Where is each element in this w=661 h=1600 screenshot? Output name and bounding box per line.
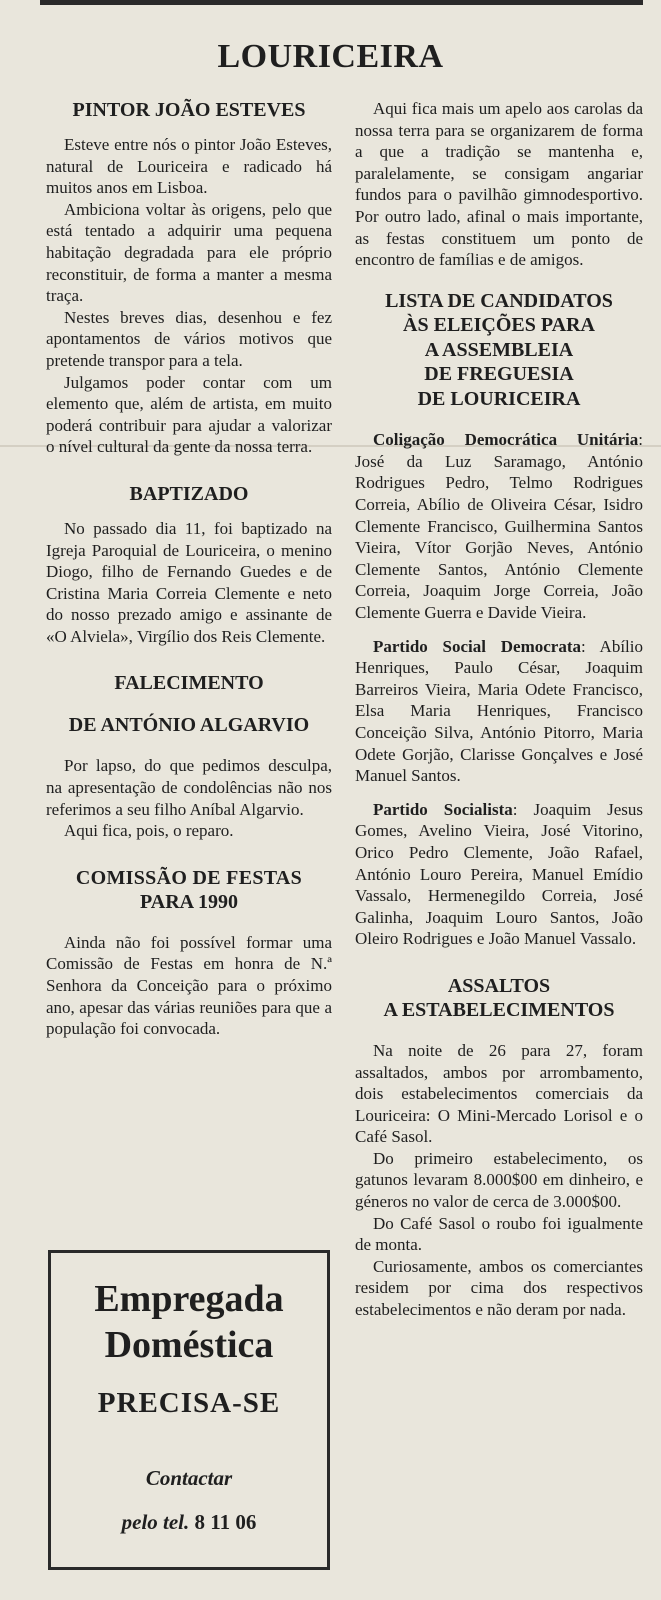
ad-line-precisa-se: PRECISA-SE [97, 1387, 281, 1419]
paragraph: Ainda não foi possível formar uma Comissão de Festas em honra de N.ª Senhora da Conceição para o próximo ano, apesar das várias reuniões para que a população foi convocada. [46, 932, 332, 1039]
paragraph-continuation: Aqui fica mais um apelo aos carolas da nossa terra para se organizarem de forma a que a tradição se mantenha e, paralelamente, se consigam angariar fundos para o pavilhão gimnodesportivo. Por outro lado, afinal o mais importante, as festas constituem um ponto de encontro de famílias e de amigos. [355, 99, 643, 270]
party-ps [355, 799, 643, 950]
page-title: LOURICEIRA [217, 38, 444, 75]
heading-assaltos-1: ASSALTOS [447, 974, 551, 997]
article-falecimento [46, 671, 332, 841]
party-psd-names: : Abílio Henriques, Paulo César, Joaquim Barreiros Vieira, Maria Odete Francisco, Elsa Maria Henriques, Francisco Conceição Silva, António Pitorro, Maria Odete Gorjão, Clarisse Gonçalves e José Manuel Santos. [355, 636, 644, 786]
paragraph: Na noite de 26 para 27, foram assaltados, ambos por arrombamento, dois estabelecimentos comerciais da Louriceira: O Mini-Mercado Lorisol e o Café Sasol. [355, 1040, 643, 1147]
party-cdu [355, 429, 643, 623]
article-lista-candidatos [355, 289, 643, 950]
heading-pintor: PINTOR JOÃO ESTEVES [72, 99, 306, 121]
paragraph: Ambiciona voltar às origens, pelo que está tentado a adquirir uma pequena habitação degradada para ele próprio reconstituir, de forma a manter a mesma traça. [46, 199, 332, 306]
paragraph: Curiosamente, ambos os comerciantes residem por cima dos respectivos estabelecimentos e não deram por nada. [355, 1256, 643, 1320]
paragraph: Por lapso, do que pedimos desculpa, na apresentação de condolências não nos referimos a seu filho Aníbal Algarvio. [46, 756, 332, 819]
paragraph: No passado dia 11, foi baptizado na Igreja Paroquial de Louriceira, o menino Diogo, filho de Fernando Guedes e de Cristina Maria Correia Clemente e neto do nosso prezado amigo e assinante de «O Alviela», Virgílio dos Reis Clemente. [46, 518, 332, 646]
heading-lista-5: DE LOURICEIRA [417, 387, 581, 410]
party-cdu-names: : José da Luz Saramago, António Rodrigues Pedro, Telmo Rodrigues Correia, Abílio de Oliveira César, Isidro Clemente Francisco, Guilhermina Santos Vieira, Vítor Gorjão Neves, António Clemente Santos, António Clemente Correia, Joaquim Jorge Correia, João Clemente Guerra e Davide Vieira. [355, 430, 643, 622]
heading-lista-1: LISTA DE CANDIDATOS [385, 289, 613, 312]
party-cdu-label: Coligação Democrática Unitária [373, 430, 639, 450]
heading-comissao-2: PARA 1990 [140, 890, 238, 913]
article-comissao [46, 866, 332, 1040]
classified-ad [48, 1250, 330, 1570]
article-assaltos [355, 974, 643, 1321]
heading-lista-2: ÀS ELEIÇÕES PARA [403, 314, 595, 337]
ad-line-empregada: Empregada [94, 1278, 284, 1320]
paragraph: Do primeiro estabelecimento, os gatunos levaram 8.000$00 em dinheiro, e géneros no valor de cerca de 3.000$00. [355, 1148, 643, 1212]
heading-comissao-1: COMISSÃO DE FESTAS [75, 866, 303, 889]
paragraph: Julgamos poder contar com um elemento que, além de artista, em muito poderá contribuir para ajudar a valorizar o nível cultural da gente da nossa terra. [46, 372, 332, 457]
heading-lista-4: DE FREGUESIA [424, 363, 574, 386]
heading-lista-3: A ASSEMBLEIA [424, 338, 574, 361]
paragraph: Esteve entre nós o pintor João Esteves, natural de Louriceira e radicado há muitos anos em Lisboa. [46, 135, 332, 198]
left-column [46, 98, 332, 1040]
ad-line-domestica: Doméstica [104, 1324, 274, 1366]
ad-line-contactar: Contactar [145, 1466, 233, 1490]
heading-falecimento-1: FALECIMENTO [114, 672, 264, 695]
paragraph: Do Café Sasol o roubo foi igualmente de monta. [355, 1213, 643, 1255]
party-ps-label: Partido Socialista [373, 799, 513, 819]
ad-phone-label: pelo tel. [121, 1510, 190, 1534]
party-psd-label: Partido Social Democrata [373, 636, 581, 656]
ad-line-phone [51, 1510, 327, 1535]
right-column [355, 98, 643, 1321]
heading-assaltos-2: A ESTABELECIMENTOS [383, 998, 615, 1021]
party-ps-names: : Joaquim Jesus Gomes, Avelino Vieira, José Vitorino, Orico Pedro Clemente, João Rafael, António Louro Pereira, Manuel Emídio Vassalo, Hermenegildo Correia, José Galinha, Joaquim Louro Santos, João Oleiro Rodrigues e João Manuel Vassalo. [355, 799, 643, 949]
ad-phone-number: 8 11 06 [194, 1510, 257, 1534]
party-psd [355, 636, 643, 787]
paragraph: Nestes breves dias, desenhou e fez apontamentos de vários motivos que pretende transpor para a tela. [46, 307, 332, 370]
paragraph: Aqui fica, pois, o reparo. [64, 821, 234, 841]
heading-baptizado: BAPTIZADO [129, 482, 249, 505]
article-pintor [46, 98, 332, 458]
top-rule [40, 0, 643, 5]
heading-falecimento-2: DE ANTÓNIO ALGARVIO [68, 714, 310, 737]
article-baptizado [46, 482, 332, 648]
